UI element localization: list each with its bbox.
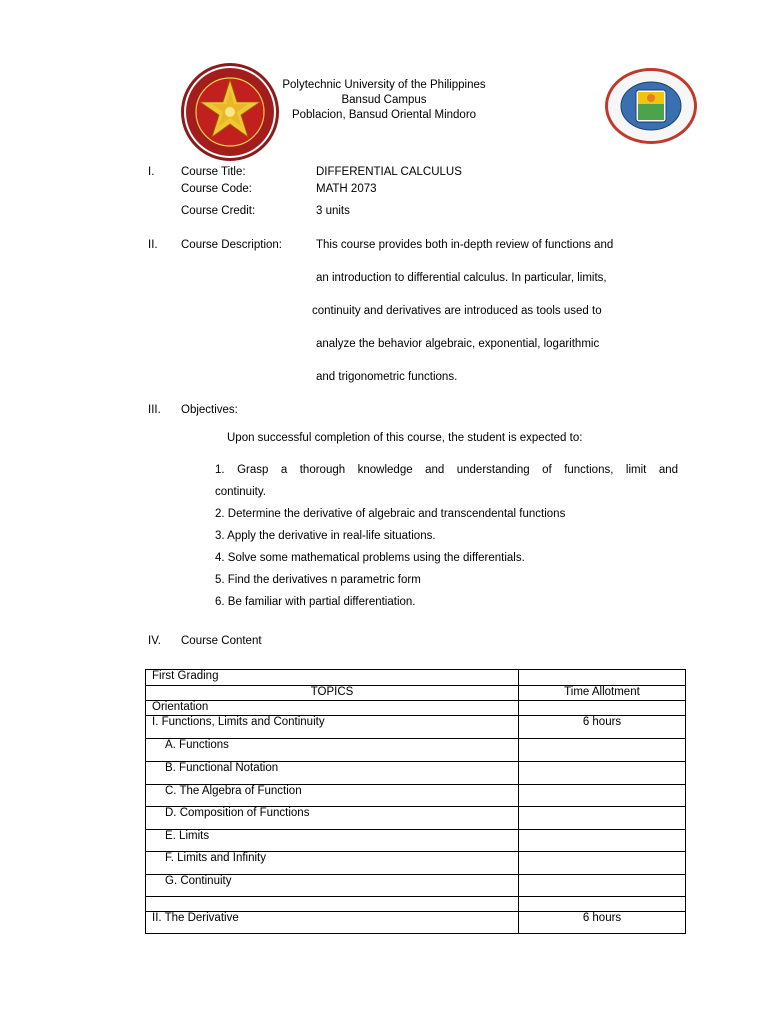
unit-1-time-cell: 6 hours — [519, 716, 686, 739]
section-1-numeral: I. — [148, 166, 155, 178]
objective-item: 5. Find the derivatives n parametric form — [215, 574, 421, 586]
time-allotment-header: Time Allotment — [519, 686, 686, 701]
course-credit-label: Course Credit: — [181, 205, 256, 217]
table-header-row — [146, 686, 686, 701]
empty-cell — [519, 762, 686, 785]
subtopic-cell: F. Limits and Infinity — [146, 852, 519, 875]
subtopic-cell: C. The Algebra of Function — [146, 785, 519, 807]
bansud-logo — [603, 66, 699, 146]
unit-2-time-cell: 6 hours — [519, 912, 686, 934]
table-row — [146, 852, 686, 875]
campus-address: Poblacion, Bansud Oriental Mindoro — [291, 109, 477, 121]
course-code-label: Course Code: — [181, 183, 252, 195]
empty-cell — [519, 875, 686, 897]
objective-item-continued: continuity. — [215, 486, 266, 498]
description-line: and trigonometric functions. — [316, 371, 458, 383]
unit-1-cell: I. Functions, Limits and Continuity — [146, 716, 519, 739]
table-row — [146, 897, 686, 912]
table-row — [146, 739, 686, 762]
objectives-label: Objectives: — [181, 404, 238, 416]
course-title-label: Course Title: — [181, 166, 246, 178]
table-row — [146, 762, 686, 785]
empty-cell — [519, 897, 686, 912]
subtopic-cell: E. Limits — [146, 830, 519, 852]
description-line: analyze the behavior algebraic, exponential, logarithmic — [316, 338, 600, 350]
course-code-value: MATH 2073 — [316, 183, 377, 195]
grading-period-cell: First Grading — [146, 670, 519, 686]
table-row — [146, 716, 686, 739]
table-row — [146, 830, 686, 852]
table-row — [146, 701, 686, 716]
empty-cell — [519, 785, 686, 807]
unit-2-cell: II. The Derivative — [146, 912, 519, 934]
subtopic-cell: D. Composition of Functions — [146, 807, 519, 830]
course-title-value: DIFFERENTIAL CALCULUS — [316, 166, 462, 178]
topics-header: TOPICS — [146, 686, 519, 701]
table-row — [146, 875, 686, 897]
campus-name: Bansud Campus — [341, 94, 427, 106]
subtopic-cell: B. Functional Notation — [146, 762, 519, 785]
description-line: continuity and derivatives are introduced as tools used to — [312, 305, 602, 317]
objective-item: 4. Solve some mathematical problems using the differentials. — [215, 552, 525, 564]
empty-cell — [519, 701, 686, 716]
objective-item: 2. Determine the derivative of algebraic and transcendental functions — [215, 508, 566, 520]
empty-cell — [519, 807, 686, 830]
course-credit-value: 3 units — [316, 205, 350, 217]
section-4-numeral: IV. — [148, 635, 162, 647]
course-description-label: Course Description: — [181, 239, 282, 251]
university-name: Polytechnic University of the Philippines — [282, 79, 486, 91]
subtopic-cell: A. Functions — [146, 739, 519, 762]
objectives-intro: Upon successful completion of this course, the student is expected to: — [227, 432, 583, 444]
objective-item: 6. Be familiar with partial differentiation. — [215, 596, 416, 608]
empty-cell — [519, 739, 686, 762]
section-3-numeral: III. — [148, 404, 161, 416]
objective-item: 1. Grasp a thorough knowledge and understanding of functions, limit and — [215, 464, 678, 476]
empty-cell — [519, 852, 686, 875]
description-line: This course provides both in-depth review of functions and — [316, 239, 614, 251]
bansud-seal-icon — [603, 66, 699, 146]
description-line: an introduction to differential calculus. In particular, limits, — [316, 272, 607, 284]
table-row — [146, 912, 686, 934]
section-2-numeral: II. — [148, 239, 158, 251]
course-content-table — [145, 669, 686, 934]
subtopic-cell: G. Continuity — [146, 875, 519, 897]
empty-cell — [146, 897, 519, 912]
empty-cell — [519, 830, 686, 852]
table-row — [146, 785, 686, 807]
empty-cell — [519, 670, 686, 686]
table-row — [146, 807, 686, 830]
course-content-label: Course Content — [181, 635, 262, 647]
orientation-cell: Orientation — [146, 701, 519, 716]
table-row — [146, 670, 686, 686]
objective-item: 3. Apply the derivative in real-life situations. — [215, 530, 436, 542]
